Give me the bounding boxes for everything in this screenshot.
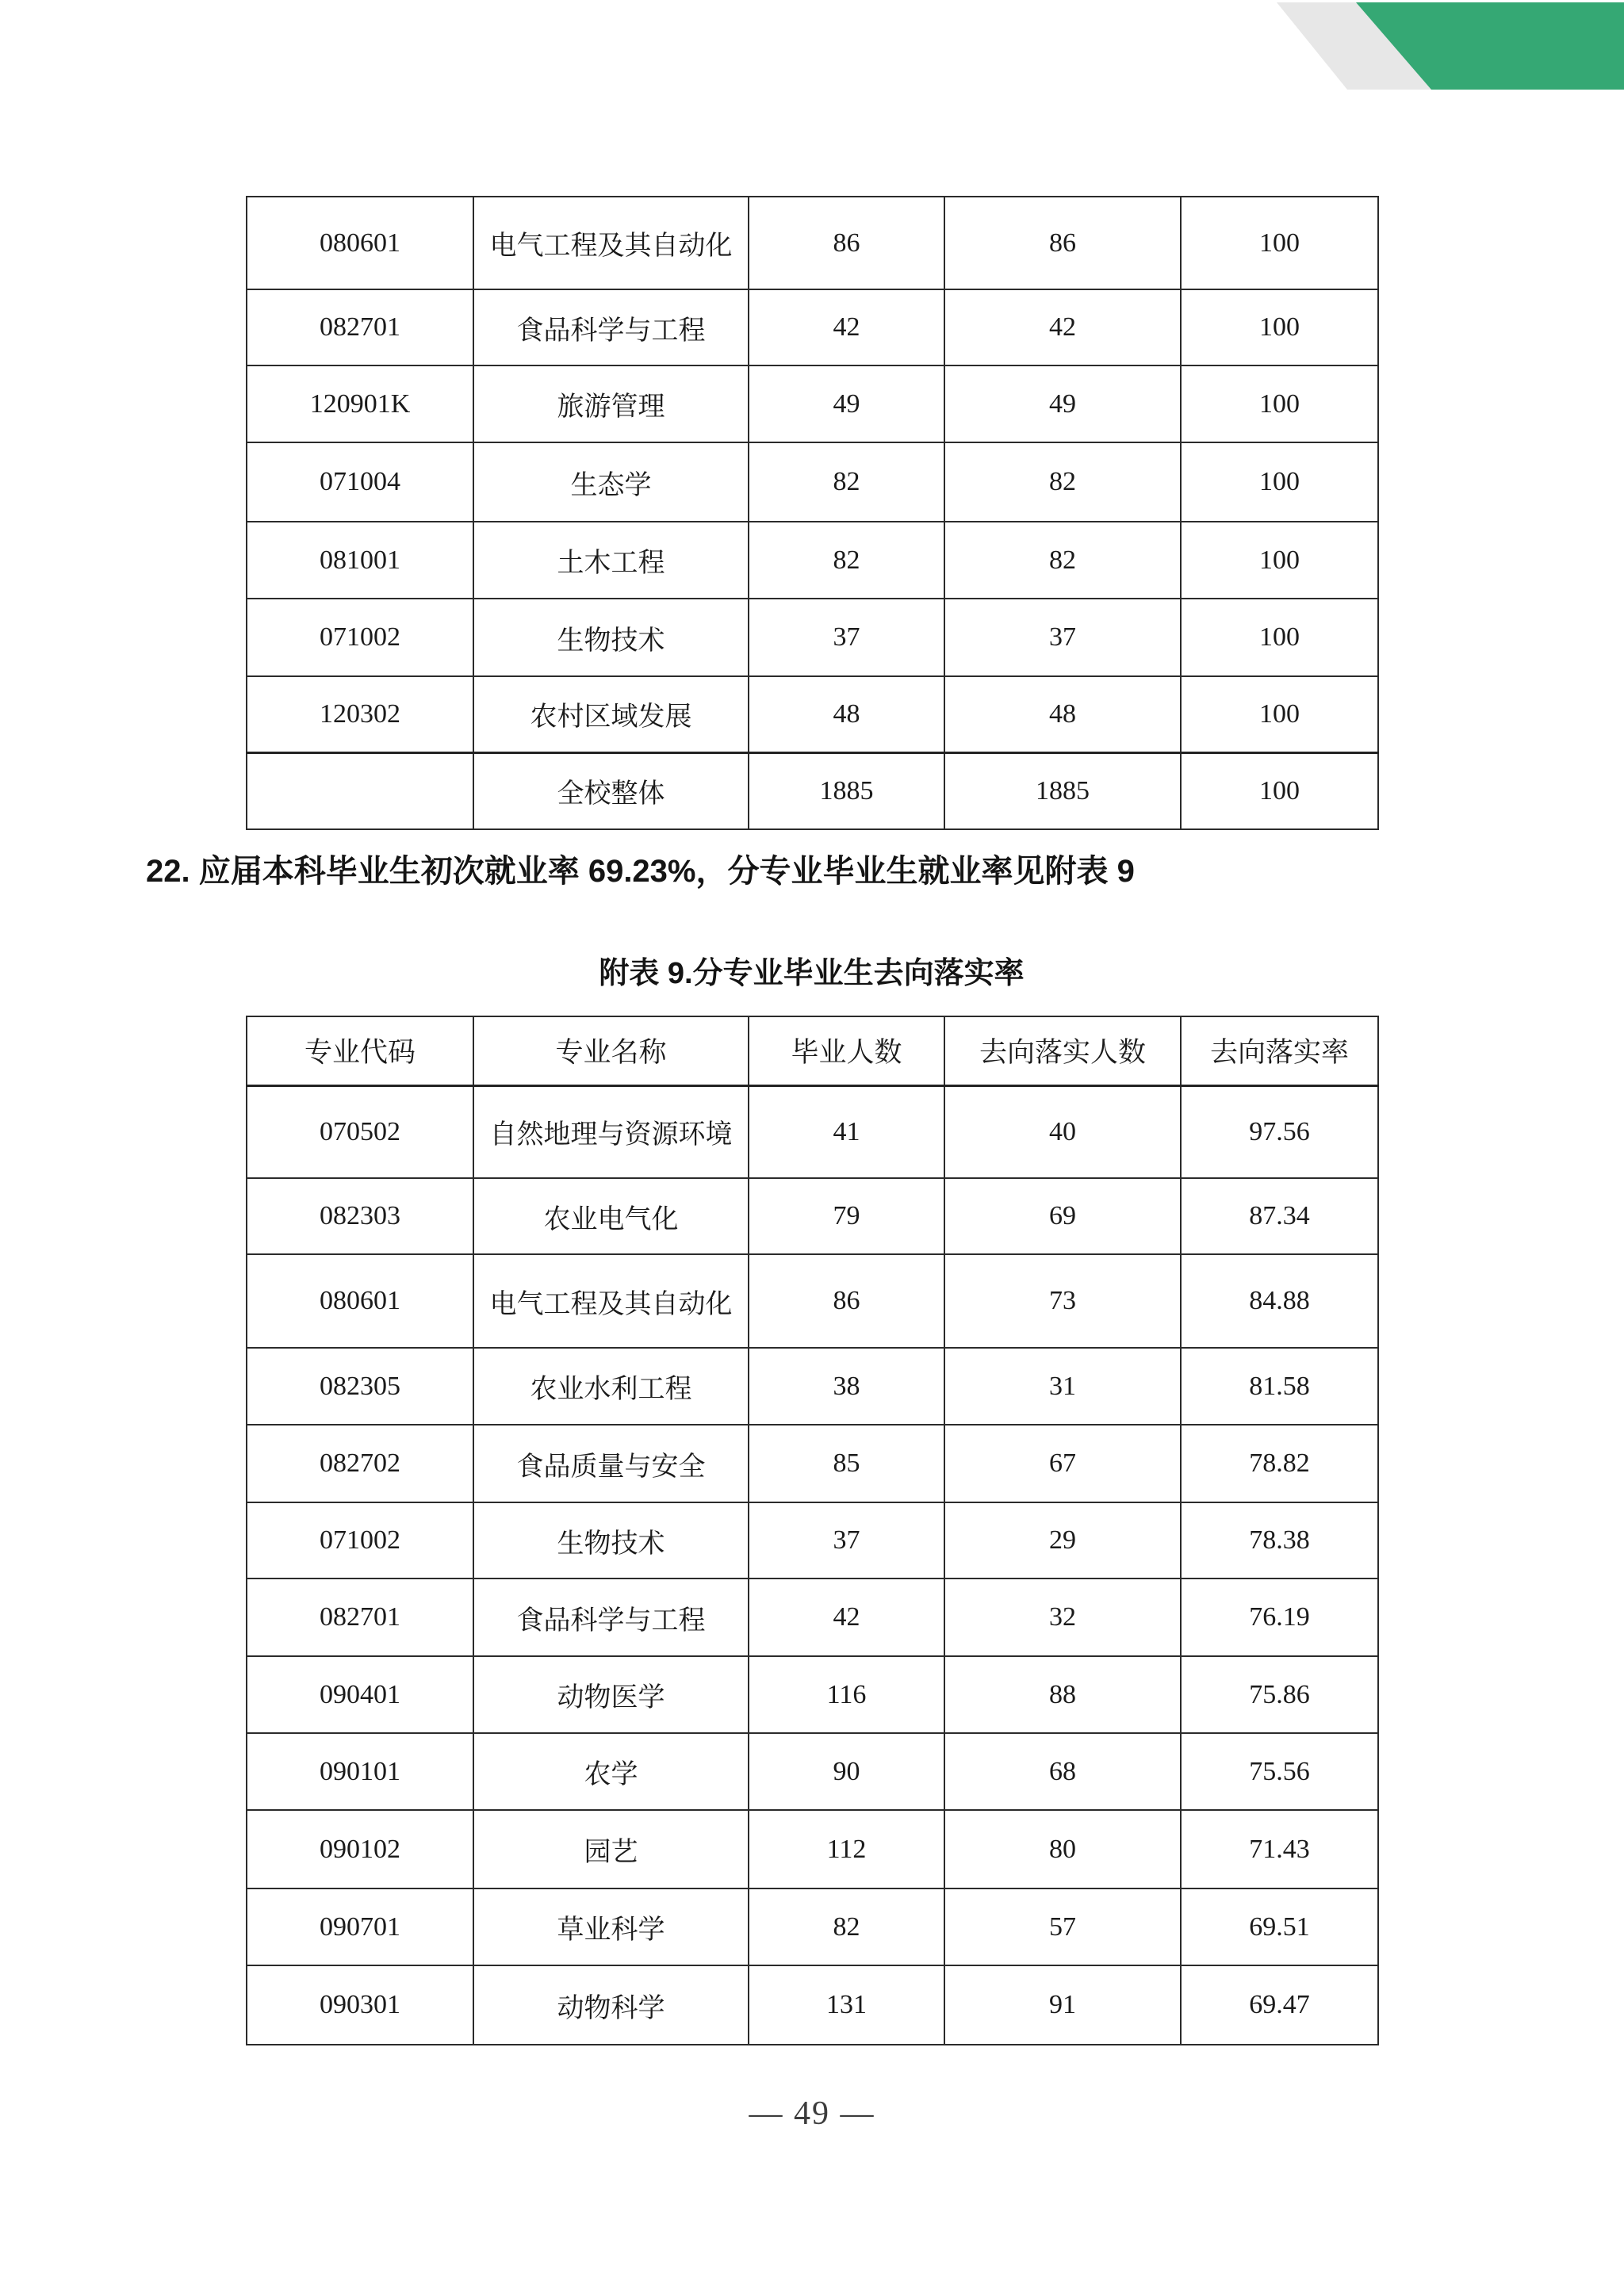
cell-placed: 86 — [944, 197, 1181, 289]
cell-code: 080601 — [247, 1254, 473, 1348]
cell-rate: 100 — [1181, 676, 1378, 752]
cell-placed: 80 — [944, 1810, 1181, 1888]
cell-rate: 100 — [1181, 365, 1378, 442]
cell-code: 080601 — [247, 197, 473, 289]
table-row — [247, 1733, 1378, 1810]
table-row — [247, 1085, 1378, 1178]
table-row-total — [247, 752, 1378, 829]
cell-major: 草业科学 — [473, 1888, 749, 1965]
table-row — [247, 289, 1378, 365]
table-row — [247, 1578, 1378, 1656]
cell-major: 食品科学与工程 — [473, 1578, 749, 1656]
cell-placed: 42 — [944, 289, 1181, 365]
cell-graduates: 85 — [749, 1425, 944, 1502]
cell-graduates: 86 — [749, 197, 944, 289]
table-row — [247, 599, 1378, 676]
cell-placed: 29 — [944, 1502, 1181, 1578]
table-row — [247, 1656, 1378, 1733]
cell-major: 农村区域发展 — [473, 676, 749, 752]
cell-placed: 57 — [944, 1888, 1181, 1965]
cell-graduates: 37 — [749, 1502, 944, 1578]
cell-rate: 84.88 — [1181, 1254, 1378, 1348]
cell-rate: 100 — [1181, 599, 1378, 676]
table-row — [247, 1254, 1378, 1348]
cell-rate: 97.56 — [1181, 1085, 1378, 1178]
cell-code — [247, 752, 473, 829]
cell-code: 120901K — [247, 365, 473, 442]
cell-rate: 87.34 — [1181, 1178, 1378, 1254]
cell-placed: 67 — [944, 1425, 1181, 1502]
cell-code: 082702 — [247, 1425, 473, 1502]
table-row — [247, 522, 1378, 599]
cell-graduates: 82 — [749, 522, 944, 599]
table-row — [247, 1178, 1378, 1254]
cell-major: 动物科学 — [473, 1965, 749, 2045]
cell-rate: 100 — [1181, 289, 1378, 365]
cell-code: 081001 — [247, 522, 473, 599]
table-row — [247, 1348, 1378, 1425]
table-header-row — [247, 1016, 1378, 1085]
cell-code: 071002 — [247, 1502, 473, 1578]
cell-graduates: 82 — [749, 1888, 944, 1965]
cell-graduates: 42 — [749, 289, 944, 365]
table-row — [247, 1502, 1378, 1578]
table-row — [247, 676, 1378, 752]
cell-rate: 78.82 — [1181, 1425, 1378, 1502]
cell-code: 120302 — [247, 676, 473, 752]
cell-major: 农业电气化 — [473, 1178, 749, 1254]
cell-graduates: 1885 — [749, 752, 944, 829]
header-cell-major: 专业名称 — [473, 1016, 749, 1085]
cell-major: 动物医学 — [473, 1656, 749, 1733]
cell-code: 082305 — [247, 1348, 473, 1425]
cell-placed: 32 — [944, 1578, 1181, 1656]
header-cell-rate: 去向落实率 — [1181, 1016, 1378, 1085]
cell-rate: 75.86 — [1181, 1656, 1378, 1733]
table-row — [247, 1425, 1378, 1502]
header-cell-code: 专业代码 — [247, 1016, 473, 1085]
cell-major: 食品质量与安全 — [473, 1425, 749, 1502]
header-cell-placed: 去向落实人数 — [944, 1016, 1181, 1085]
cell-major: 生物技术 — [473, 1502, 749, 1578]
cell-major: 土木工程 — [473, 522, 749, 599]
cell-placed: 82 — [944, 522, 1181, 599]
cell-major: 电气工程及其自动化 — [473, 197, 749, 289]
cell-placed: 31 — [944, 1348, 1181, 1425]
cell-graduates: 37 — [749, 599, 944, 676]
cell-graduates: 116 — [749, 1656, 944, 1733]
table-row — [247, 442, 1378, 522]
cell-rate: 75.56 — [1181, 1733, 1378, 1810]
cell-placed: 1885 — [944, 752, 1181, 829]
cell-code: 090301 — [247, 1965, 473, 2045]
cell-code: 071004 — [247, 442, 473, 522]
table-row — [247, 1810, 1378, 1888]
table-2-placement-rate — [246, 1016, 1379, 2045]
cell-graduates: 42 — [749, 1578, 944, 1656]
cell-graduates: 112 — [749, 1810, 944, 1888]
table-row — [247, 1888, 1378, 1965]
cell-major: 园艺 — [473, 1810, 749, 1888]
cell-code: 082303 — [247, 1178, 473, 1254]
cell-placed: 73 — [944, 1254, 1181, 1348]
cell-placed: 68 — [944, 1733, 1181, 1810]
cell-major: 农学 — [473, 1733, 749, 1810]
header-cell-graduates: 毕业人数 — [749, 1016, 944, 1085]
table-row — [247, 197, 1378, 289]
cell-code: 071002 — [247, 599, 473, 676]
cell-rate: 76.19 — [1181, 1578, 1378, 1656]
cell-placed: 37 — [944, 599, 1181, 676]
cell-placed: 82 — [944, 442, 1181, 522]
cell-rate: 100 — [1181, 752, 1378, 829]
cell-code: 090401 — [247, 1656, 473, 1733]
cell-major: 食品科学与工程 — [473, 289, 749, 365]
cell-code: 090701 — [247, 1888, 473, 1965]
table-2-caption: 附表 9.分专业毕业生去向落实率 — [599, 957, 1025, 990]
cell-placed: 91 — [944, 1965, 1181, 2045]
table-row — [247, 365, 1378, 442]
cell-rate: 100 — [1181, 197, 1378, 289]
cell-rate: 100 — [1181, 522, 1378, 599]
cell-major: 农业水利工程 — [473, 1348, 749, 1425]
cell-code: 090102 — [247, 1810, 473, 1888]
cell-rate: 71.43 — [1181, 1810, 1378, 1888]
cell-graduates: 131 — [749, 1965, 944, 2045]
cell-major: 电气工程及其自动化 — [473, 1254, 749, 1348]
page-number: — 49 — — [749, 2095, 875, 2132]
table-1-employment-rate — [246, 196, 1379, 830]
cell-major: 全校整体 — [473, 752, 749, 829]
cell-code: 082701 — [247, 289, 473, 365]
cell-graduates: 49 — [749, 365, 944, 442]
cell-rate: 69.47 — [1181, 1965, 1378, 2045]
cell-placed: 69 — [944, 1178, 1181, 1254]
cell-major: 自然地理与资源环境 — [473, 1085, 749, 1178]
cell-rate: 69.51 — [1181, 1888, 1378, 1965]
cell-graduates: 82 — [749, 442, 944, 522]
cell-placed: 49 — [944, 365, 1181, 442]
cell-graduates: 38 — [749, 1348, 944, 1425]
cell-graduates: 86 — [749, 1254, 944, 1348]
cell-rate: 100 — [1181, 442, 1378, 522]
cell-major: 生态学 — [473, 442, 749, 522]
cell-major: 旅游管理 — [473, 365, 749, 442]
cell-graduates: 41 — [749, 1085, 944, 1178]
cell-rate: 78.38 — [1181, 1502, 1378, 1578]
section-heading: 22. 应届本科毕业生初次就业率 69.23%，分专业毕业生就业率见附表 9 — [146, 854, 1135, 889]
cell-placed: 40 — [944, 1085, 1181, 1178]
cell-code: 070502 — [247, 1085, 473, 1178]
cell-rate: 81.58 — [1181, 1348, 1378, 1425]
table-row — [247, 1965, 1378, 2045]
cell-placed: 48 — [944, 676, 1181, 752]
cell-graduates: 48 — [749, 676, 944, 752]
cell-code: 082701 — [247, 1578, 473, 1656]
cell-placed: 88 — [944, 1656, 1181, 1733]
cell-major: 生物技术 — [473, 599, 749, 676]
cell-graduates: 90 — [749, 1733, 944, 1810]
cell-graduates: 79 — [749, 1178, 944, 1254]
cell-code: 090101 — [247, 1733, 473, 1810]
